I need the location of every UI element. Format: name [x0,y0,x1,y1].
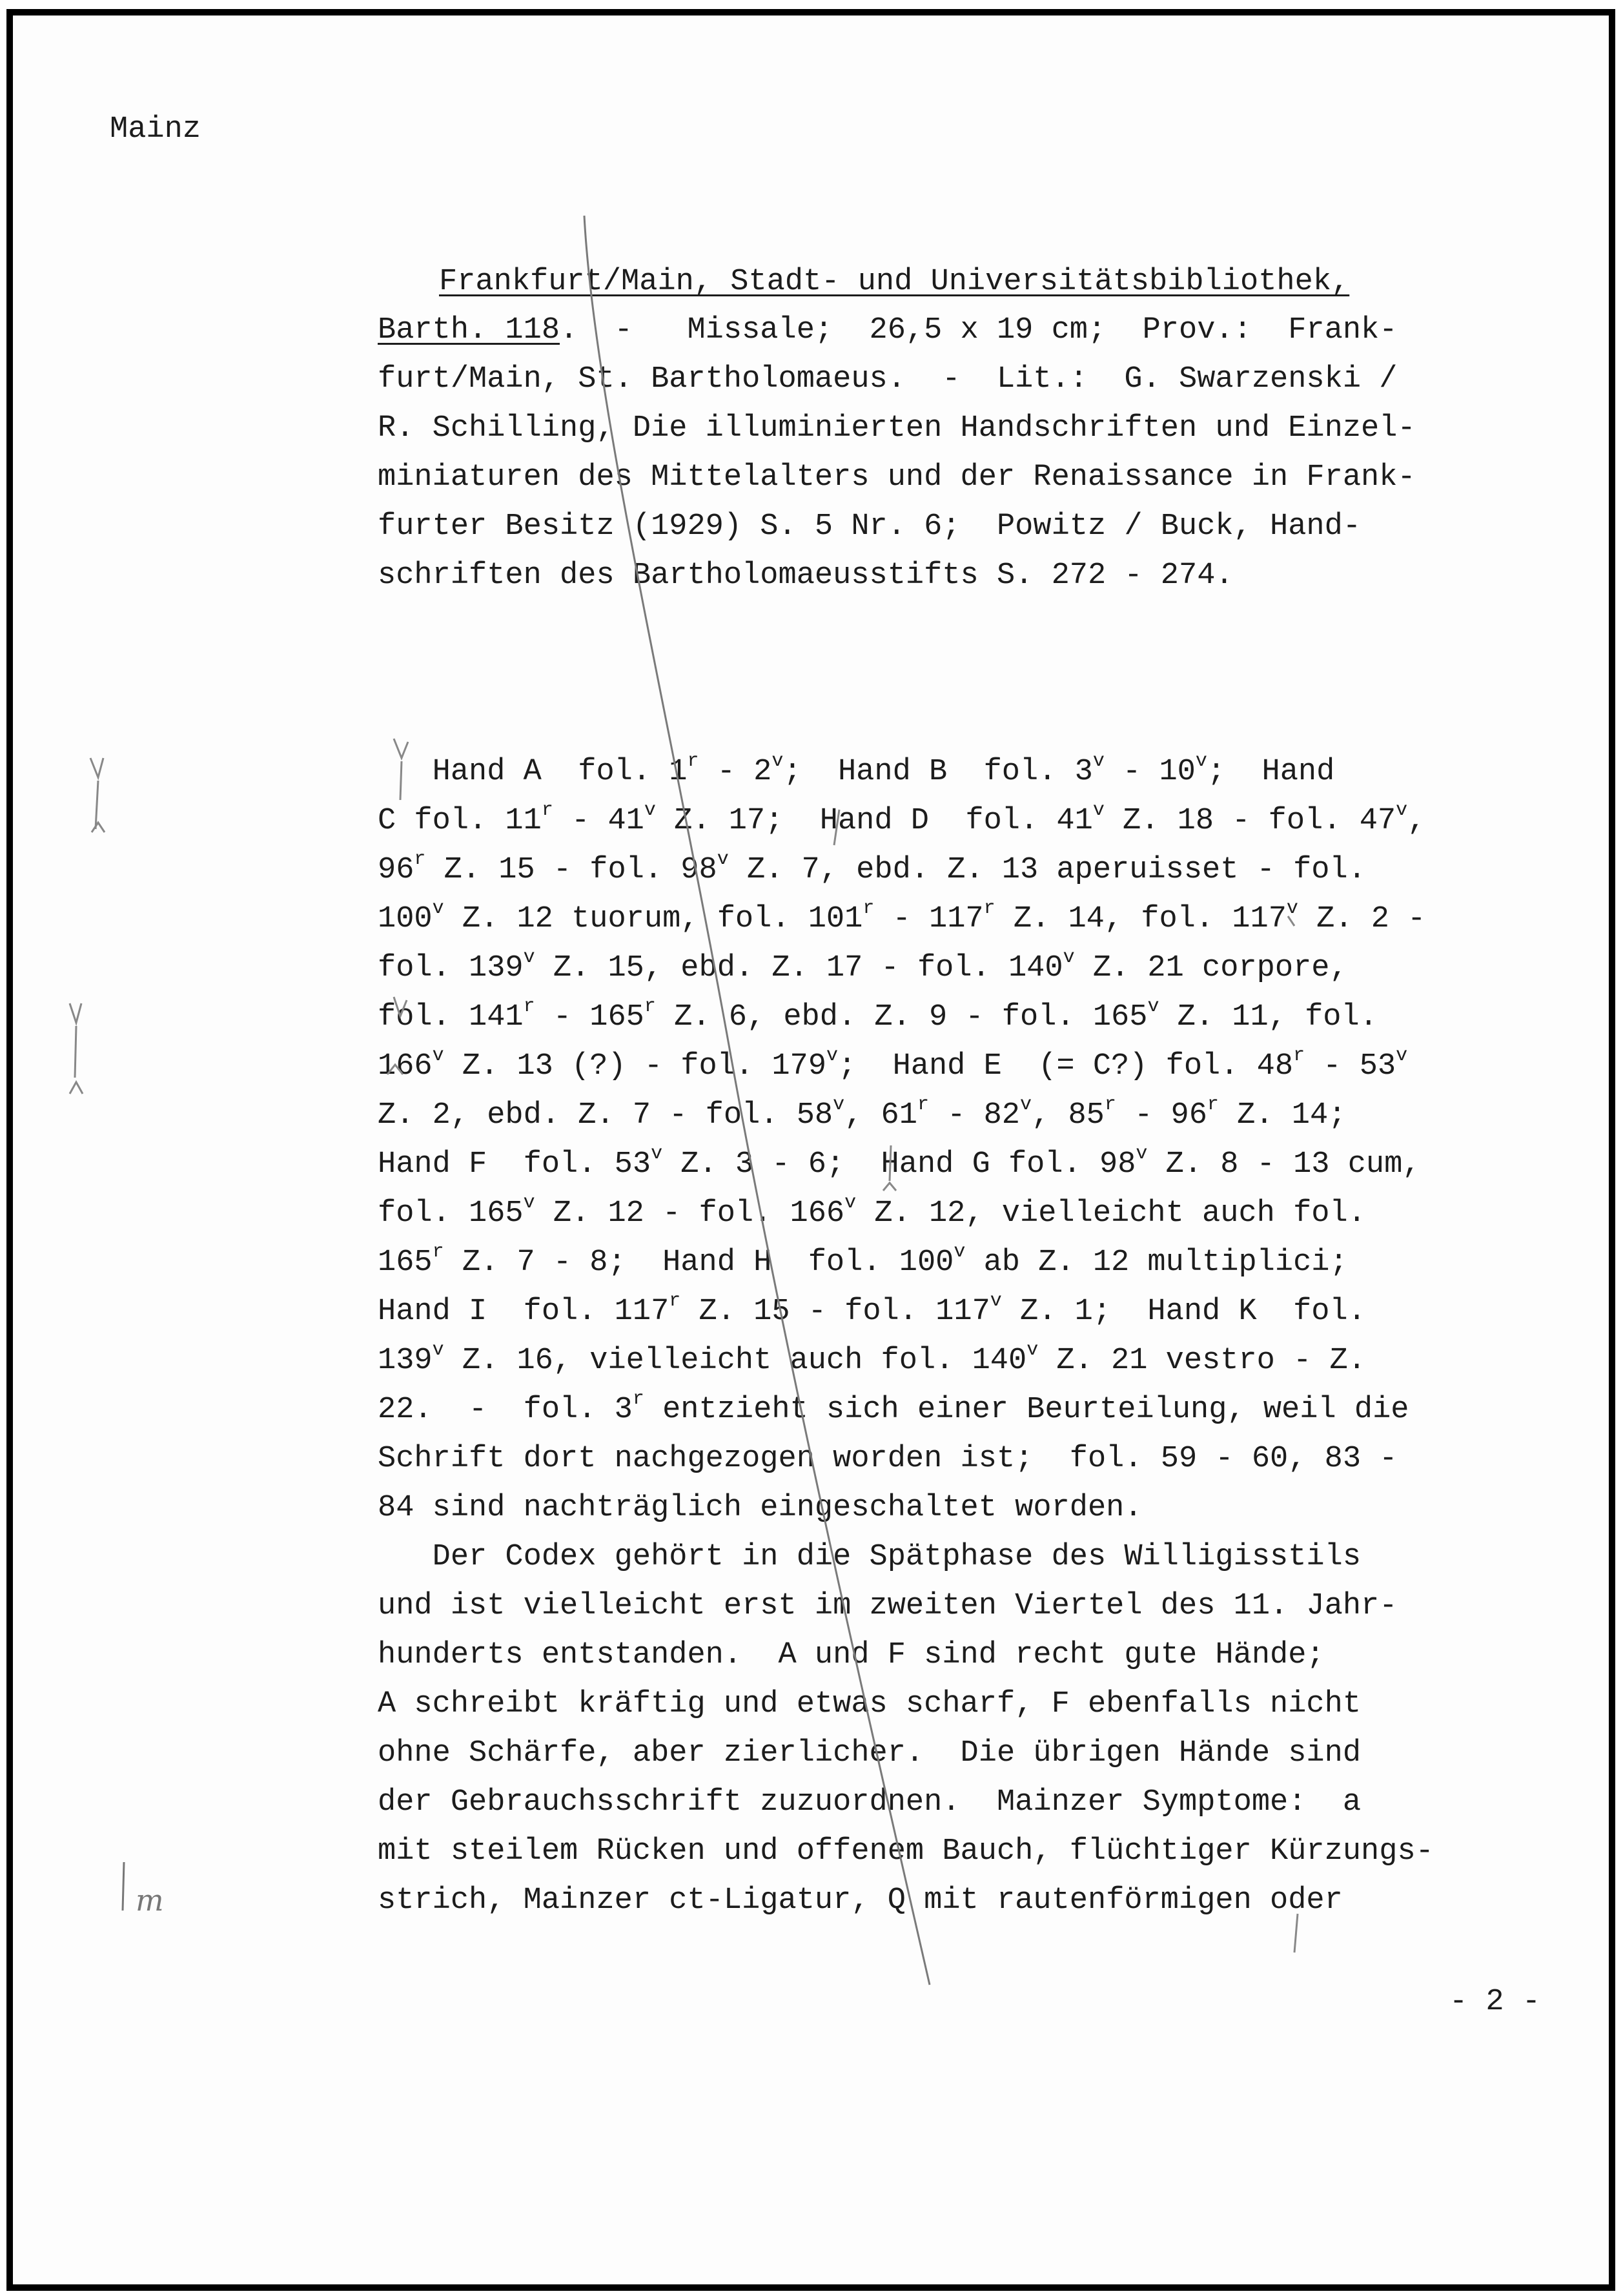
hands-line-7: 166$^v$ Z. 13 (?) - fol. 179$^v$; Hand E (= C?) fol. 48$^r$ - 53$^v$ [378,1045,1408,1083]
hands-line-3: 96$^r$ Z. 15 - fol. 98$^v$ Z. 7, ebd. Z. 13 aperuisset - fol. [378,848,1366,887]
margin-caret-mark [92,823,105,832]
codex-line-7: mit steilem Rücken und offenem Bauch, flüchtiger Kürzungs- [378,1834,1434,1869]
hands-line-4: 100$^v$ Z. 12 tuorum, fol. 101$^r$ - 117$^r$ Z. 14, fol. 117$^v$ Z. 2 - [378,897,1426,936]
codex-line-1: Der Codex gehört in die Spätphase des Willigisstils [378,1540,1362,1574]
entry-line-6: furter Besitz (1929) S. 5 Nr. 6; Powitz / Buck, Hand- [378,509,1362,544]
page-frame [6,9,1615,2291]
entry-line-1 [439,264,1349,300]
hands-line-13: 139$^v$ Z. 16, vielleicht auch fol. 140$^v$ Z. 21 vestro - Z. [378,1339,1366,1378]
hands-line-8: Z. 2, ebd. Z. 7 - fol. 58$^v$, 61$^r$ - 82$^v$, 85$^r$ - 96$^r$ Z. 14; [378,1094,1347,1133]
margin-check-mark [90,758,103,777]
codex-line-8: strich, Mainzer ct-Ligatur, Q mit rautenförmigen oder [378,1883,1343,1918]
document-page [13,15,1609,2284]
hands-line-12: Hand I fol. 117$^r$ Z. 15 - fol. 117$^v$ Z. 1; Hand K fol. [378,1290,1366,1329]
hands-line-14: 22. - fol. 3$^r$ entzieht sich einer Beurteilung, weil die [378,1388,1409,1427]
margin-caret-mark [70,1082,83,1094]
hands-line-2: C fol. 11$^r$ - 41$^v$ Z. 17; Hand D fol. 41$^v$ Z. 18 - fol. 47$^v$, [378,799,1426,838]
margin-bracket-line [96,781,98,829]
hands-line-6: fol. 141$^r$ - 165$^r$ Z. 6, ebd. Z. 9 - fol. 165$^v$ Z. 11, fol. [378,996,1378,1034]
margin-check-mark [70,1003,81,1023]
hands-line-16: 84 sind nachträglich eingeschaltet worden. [378,1491,1143,1525]
margin-note-text: m [136,1883,164,1918]
codex-line-6: der Gebrauchsschrift zuzuordnen. Mainzer Symptome: a [378,1785,1362,1819]
entry-line-4: R. Schilling, Die illuminierten Handschriften und Einzel- [378,411,1416,446]
entry-line-2: Barth. 118. - Missale; 26,5 x 19 cm; Prov.: Frank- [378,313,1398,347]
entry-line-7: schriften des Bartholomaeusstifts S. 272 - 274. [378,559,1234,593]
text-caret-mark [883,1183,896,1191]
hands-line-9: Hand F fol. 53$^v$ Z. 3 - 6; Hand G fol. 98$^v$ Z. 8 - 13 cum, [378,1143,1421,1182]
hands-line-11: 165$^r$ Z. 7 - 8; Hand H fol. 100$^v$ ab Z. 12 multiplici; [378,1241,1348,1280]
entry-line-5: miniaturen des Mittelalters und der Renaissance in Frank- [378,460,1416,495]
shelfmark: Frankfurt/Main, Stadt- und Universitätsbibliothek, [439,265,1350,299]
hands-line-1: Hand A fol. 1$^r$ - 2$^v$; Hand B fol. 3$^v$ - 10$^v$; Hand [378,750,1335,789]
hands-line-15: Schrift dort nachgezogen worden ist; fol. 59 - 60, 83 - [378,1442,1398,1476]
codex-line-5: ohne Schärfe, aber zierlicher. Die übrigen Hände sind [378,1736,1362,1770]
hands-line-10: fol. 165$^v$ Z. 12 - fol. 166$^v$ Z. 12, vielleicht auch fol. [378,1192,1366,1231]
page-number: - 2 - [1449,1985,1541,2019]
running-head: Mainz [110,112,201,147]
codex-line-2: und ist vielleicht erst im zweiten Viertel des 11. Jahr- [378,1589,1398,1623]
text-bracket-line [1294,1914,1298,1953]
codex-line-3: hunderts entstanden. A und F sind recht gute Hände; [378,1638,1325,1672]
shelfmark-end: Barth. 118 [378,313,560,347]
codex-line-4: A schreibt kräftig und etwas scharf, F ebenfalls nicht [378,1687,1362,1721]
entry-line-3: furt/Main, St. Bartholomaeus. - Lit.: G. Swarzenski / [378,362,1398,396]
margin-bracket-line [75,1026,76,1078]
hands-line-5: fol. 139$^v$ Z. 15, ebd. Z. 17 - fol. 140$^v$ Z. 21 corpore, [378,947,1348,985]
margin-note-stroke [123,1862,124,1911]
